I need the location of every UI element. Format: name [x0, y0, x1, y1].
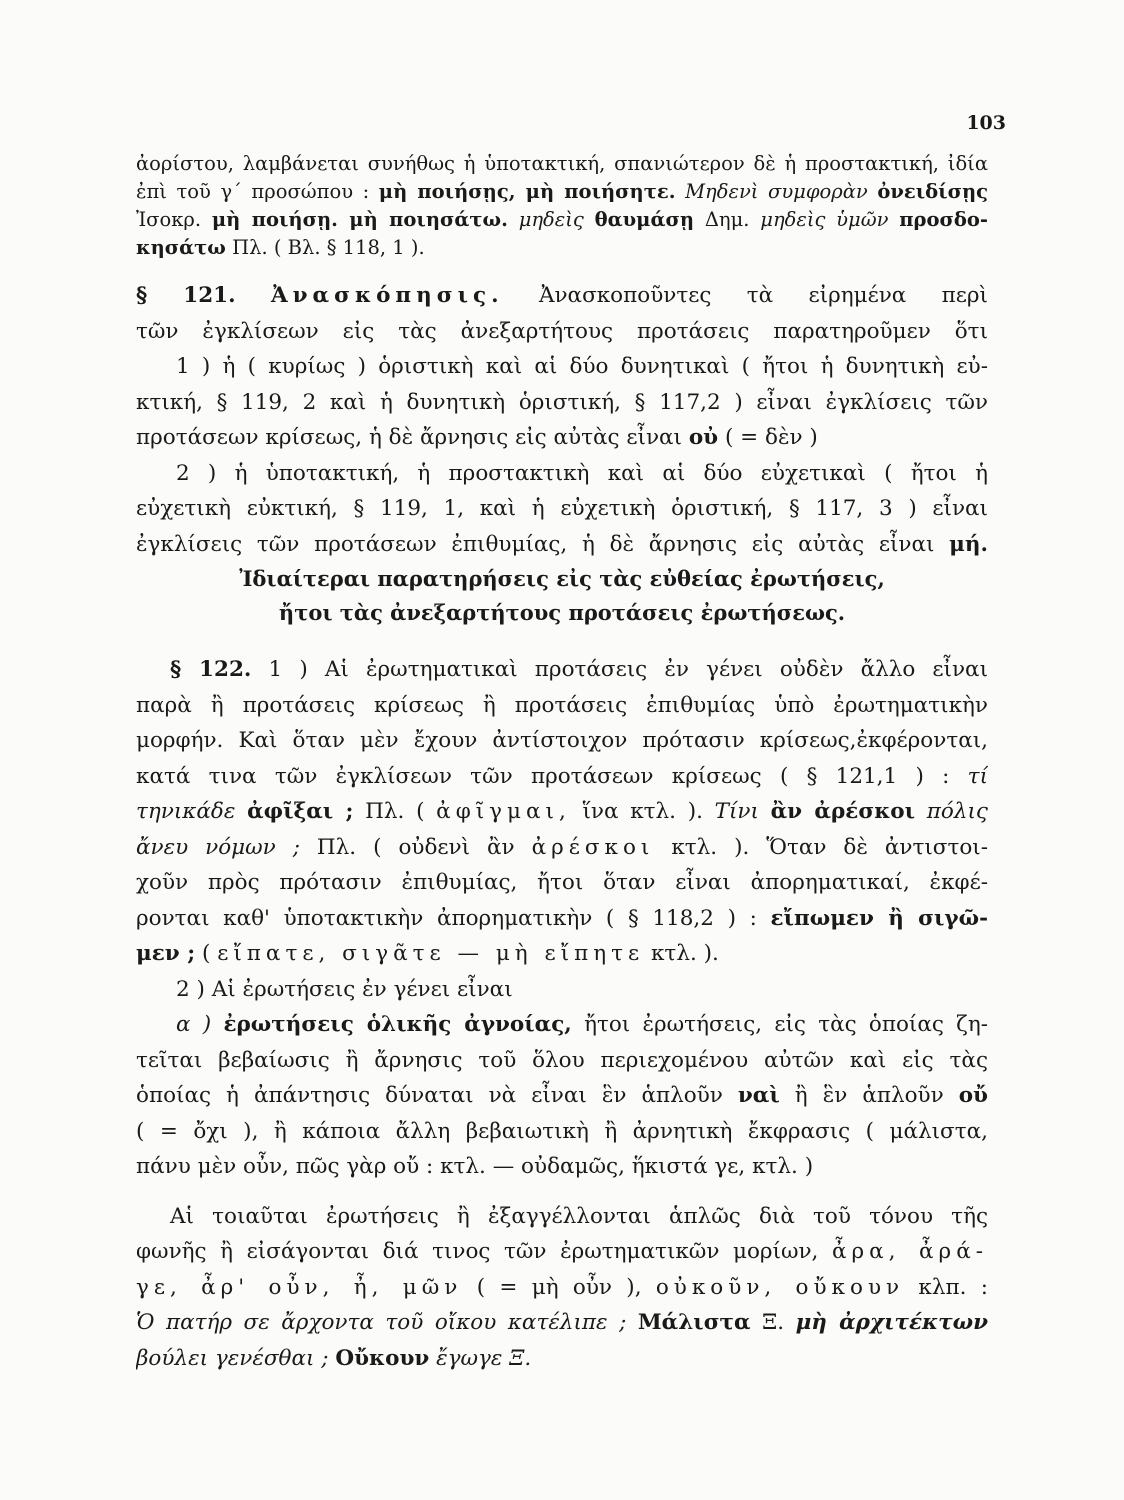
text-line: μεν ; ( εἴπατε, σιγᾶτε — μὴ εἴπητε κτλ. ). — [136, 941, 719, 966]
spacer — [136, 630, 988, 652]
section-122 — [136, 652, 988, 1376]
text-line: 2 ) Αἱ ἐρωτήσεις ἐν γένει εἶναι — [176, 976, 513, 1002]
text-line: τεῖται βεβαίωσις ἢ ἄρνησις τοῦ ὅλου περιεχομένου αὐτῶν καὶ εἰς τὰς — [136, 1047, 988, 1073]
text-line: § 122. 1 ) Αἱ ἐρωτηματικαὶ προτάσεις ἐν γένει οὐδὲν ἄλλο εἶναι — [170, 657, 988, 682]
text-line: Ὁ πατήρ σε ἄρχοντα τοῦ οἴκου κατέλιπε ; Μάλιστα Ξ. μὴ ἀρχιτέκτων — [136, 1310, 988, 1335]
section-number: § 122. — [170, 657, 252, 682]
text-line: προτάσεων κρίσεως, ἡ δὲ ἄρνησις εἰς αὐτὰς εἶναι οὐ ( = δὲν ) — [136, 425, 818, 450]
text-line: κησάτω Πλ. ( Βλ. § 118, 1 ). — [136, 236, 425, 259]
text-line: τῶν ἐγκλίσεων εἰς τὰς ἀνεξαρτήτους προτάσεις παρατηροῦμεν ὅτι — [136, 318, 988, 344]
subheading-line: Ἰδιαίτεραι παρατηρήσεις εἰς τὰς εὐθείας ἐρωτήσεις, — [239, 566, 885, 591]
page-body — [136, 150, 988, 1376]
text-line: βούλει γενέσθαι ; Οὔκουν ἔγωγε Ξ. — [136, 1345, 532, 1371]
text-line: Αἱ τοιαῦται ἐρωτήσεις ἢ ἐξαγγέλλονται ἁπλῶς διὰ τοῦ τόνου τῆς — [170, 1203, 988, 1229]
text-line: ἄνευ νόμων ; Πλ. ( οὐδενὶ ἂν ἀρέσκοι κτλ. ). Ὅταν δὲ ἀντιστοι- — [136, 834, 988, 860]
text-line: ἐγκλίσεις τῶν προτάσεων ἐπιθυμίας, ἡ δὲ ἄρνησις εἰς αὐτὰς εἶναι μή. — [136, 531, 988, 557]
text-line: παρὰ ἢ προτάσεις κρίσεως ἢ προτάσεις ἐπιθυμίας ὑπὸ ἐρωτηματικὴν — [136, 692, 988, 718]
text-line: ὁποίας ἡ ἀπάντησις δύναται νὰ εἶναι ἓν ἁπλοῦν ναὶ ἢ ἓν ἁπλοῦν οὔ — [136, 1083, 988, 1108]
text-line: κατά τινα τῶν ἐγκλίσεων τῶν προτάσεων κρίσεως ( § 121,1 ) : τί — [136, 763, 988, 789]
text-line: κτική, § 119, 2 καὶ ἡ δυνητικὴ ὁριστική, § 117,2 ) εἶναι ἐγκλίσεις τῶν — [136, 389, 988, 415]
text-line: 1 ) ἡ ( κυρίως ) ὁριστικὴ καὶ αἱ δύο δυνητικαὶ ( ἤτοι ἡ δυνητικὴ εὐ- — [176, 354, 988, 379]
section-title: Ἀνασκόπησις. — [270, 283, 504, 308]
text-line: ( = ὄχι ), ἢ κάποια ἄλλη βεβαιωτικὴ ἢ ἀρνητικὴ ἔκφρασις ( μάλιστα, — [136, 1118, 988, 1144]
text-line: 2 ) ἡ ὑποτακτική, ἡ προστακτικὴ καὶ αἱ δύο εὐχετικαὶ ( ἤτοι ἡ — [176, 460, 988, 486]
text-line: ρονται καθ' ὑποτακτικὴν ἀπορηματικὴν ( § 118,2 ) : εἴπωμεν ἢ σιγῶ- — [136, 905, 988, 931]
text-line: γε, ἆρ' οὖν, ἦ, μῶν ( = μὴ οὖν ), οὐκοῦν, οὔκουν κλπ. : — [136, 1274, 988, 1300]
spacer — [136, 1185, 988, 1199]
text-line: χοῦν πρὸς πρότασιν ἐπιθυμίας, ἤτοι ὅταν εἶναι ἀπορηματικαί, ἐκφέ- — [136, 870, 988, 895]
text-line: ἀορίστου, λαμβάνεται συνήθως ἡ ὑποτακτική, σπανιώτερον δὲ ἡ προστακτική, ἰδία — [136, 152, 988, 175]
section-number: § 121. — [136, 283, 236, 308]
text-line: πάνυ μὲν οὖν, πῶς γὰρ οὔ : κτλ. — οὐδαμῶς, ἥκιστά γε, κτλ. ) — [136, 1154, 814, 1179]
subheading-line: ἤτοι τὰς ἀνεξαρτήτους προτάσεις ἐρωτήσεως. — [278, 600, 846, 625]
text-line: μορφήν. Καὶ ὅταν μὲν ἔχουν ἀντίστοιχον πρότασιν κρίσεως,ἐκφέρονται, — [136, 728, 988, 753]
text-line: τηνικάδε ἀφῖξαι ; Πλ. ( ἀφῖγμαι, ἵνα κτλ. ). Τίνι ἂν ἀρέσκοι πόλις — [136, 799, 988, 824]
text-line: εὐχετικὴ εὐκτική, § 119, 1, καὶ ἡ εὐχετικὴ ὁριστική, § 117, 3 ) εἶναι — [136, 496, 988, 521]
page-number: 103 — [966, 112, 1006, 134]
text-line: § 121. Ἀνασκόπησις. Ἀνασκοποῦντες τὰ εἰρημένα περὶ — [136, 283, 988, 308]
subheading — [136, 562, 988, 630]
continuation-paragraph — [136, 150, 988, 262]
text-line: α ) ἐρωτήσεις ὁλικῆς ἀγνοίας, ἤτοι ἐρωτήσεις, εἰς τὰς ὁποίας ζη- — [176, 1012, 988, 1037]
text-line: ἐπὶ τοῦ γ΄ προσώπου : μὴ ποιήσῃς, μὴ ποιήσητε. Μηδενὶ συμφορὰν ὀνειδίσῃς — [136, 180, 988, 203]
text-line: φωνῆς ἢ εἰσάγονται διά τινος τῶν ἐρωτηματικῶν μορίων, ἆρα, ἆρά- — [136, 1239, 988, 1264]
text-line: Ἰσοκρ. μὴ ποιήσῃ. μὴ ποιησάτω. μηδεὶς θαυμάσῃ Δημ. μηδεὶς ὑμῶν προσδο- — [136, 208, 988, 231]
section-121 — [136, 278, 988, 562]
